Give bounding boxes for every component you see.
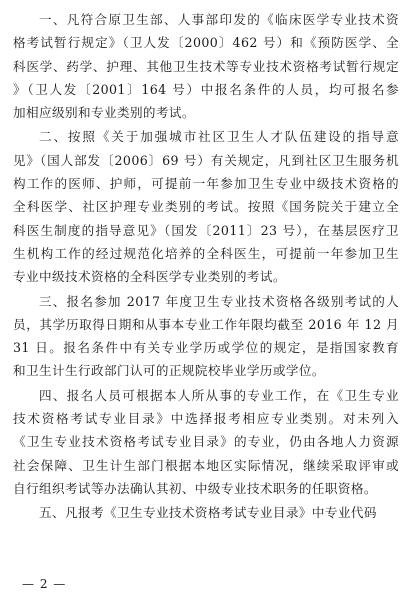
text-line: 科医学、药学、护理、其他卫生技术等专业技术资格考试暂行规定	[13, 58, 399, 74]
paragraph	[13, 384, 399, 500]
text-line: 社会保障、卫生计生部门根据本地区实际情况，继续采取评审或	[13, 457, 399, 473]
text-line: 技术资格考试专业目录》中选择报考相应专业类别。对未列入	[13, 411, 399, 427]
page-number: — 2 —	[22, 577, 67, 591]
text-line: 《卫生专业技术资格考试专业目录》的专业，仍由各地人力资源	[13, 434, 399, 450]
paragraph	[13, 125, 399, 288]
text-line: 加相应级别和专业类别的考试。	[13, 105, 195, 121]
body-text	[13, 8, 399, 525]
text-line: 》（卫人发〔2001〕164 号）中报名条件的人员，均可报名参	[13, 81, 399, 97]
text-line: 和卫生计生行政部门认可的正规院校毕业学历或学位。	[13, 363, 325, 379]
text-line: 格考试暂行规定》（卫人发〔2000〕462 号）和《预防医学、全	[13, 35, 399, 51]
text-line: 四、报名人员可根据本人所从事的专业工作，在《卫生专业	[39, 387, 399, 403]
text-line: 三、报名参加 2017 年度卫生专业技术资格各级别考试的人	[39, 293, 399, 309]
text-line: 见》（国人部发〔2006〕69 号）有关规定，凡到社区卫生服务机	[13, 152, 399, 168]
text-line: 二、按照《关于加强城市社区卫生人才队伍建设的指导意	[39, 129, 399, 145]
text-line: 员，其学历取得日期和从事本专业工作年限均截至 2016 年 12 月	[13, 316, 399, 332]
text-line: 31 日。报名条件中有关专业学历或学位的规定，是指国家教育	[13, 340, 399, 356]
text-line: 科医生制度的指导意见》（国发〔2011〕23 号），在基层医疗卫	[13, 222, 399, 238]
paragraph	[13, 501, 399, 524]
paragraph	[13, 8, 399, 124]
text-line: 自行组织考试等办法确认其初、中级专业技术职务的任职资格。	[13, 480, 377, 496]
text-line: 生机构工作的经过规范化培养的全科医生，可提前一年参加卫生	[13, 245, 399, 261]
text-line: 全科医学、社区护理专业类别的考试。按照《国务院关于建立全	[13, 199, 399, 215]
text-line: 一、凡符合原卫生部、人事部印发的《临床医学专业技术资	[39, 12, 399, 27]
text-line: 构工作的医师、护师，可提前一年参加卫生专业中级技术资格的	[13, 176, 399, 192]
text-line: 五、凡报考《卫生专业技术资格考试专业目录》中专业代码	[39, 505, 377, 521]
text-line: 专业中级技术资格的全科医学专业类别的考试。	[13, 269, 286, 285]
paragraph	[13, 290, 399, 383]
